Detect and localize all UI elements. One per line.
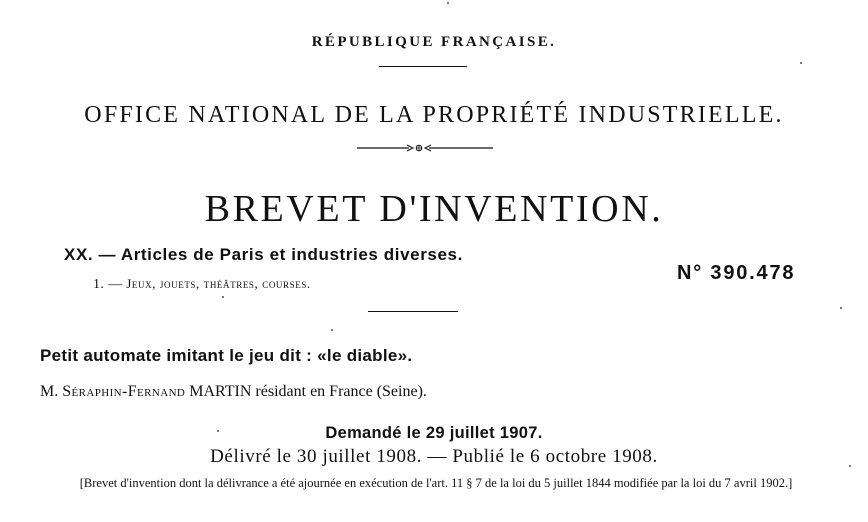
scan-speck <box>331 329 333 331</box>
patent-number: N° 390.478 <box>677 262 796 284</box>
divider-classification <box>368 311 458 312</box>
patent-subject: Petit automate imitant le jeu dit : «le diable». <box>40 346 413 365</box>
scan-speck <box>849 465 851 467</box>
document-title: BREVET D'INVENTION. <box>204 188 664 230</box>
classification-main: XX. — Articles de Paris et industries diverses. <box>64 245 463 264</box>
inventor-line <box>40 383 427 401</box>
scan-speck <box>800 62 802 64</box>
inventor-first-names: Séraphin-Fernand <box>62 383 186 400</box>
inventor-surname: MARTIN <box>189 383 252 400</box>
office-heading: OFFICE NATIONAL DE LA PROPRIÉTÉ INDUSTRIELLE. <box>84 102 784 128</box>
legal-note: [Brevet d'invention dont la délivrance a été ajournée en exécution de l'art. 11 § 7 de la loi du 5 juillet 1844 modifiée par la loi du 7 avril 1902.] <box>79 476 793 490</box>
scan-speck <box>840 307 842 309</box>
inventor-prefix: M. <box>40 383 59 400</box>
ornament-divider <box>357 141 493 155</box>
scan-speck <box>447 2 449 4</box>
scan-speck <box>217 430 219 432</box>
divider-top <box>379 66 467 67</box>
date-requested: Demandé le 29 juillet 1907. <box>325 424 543 442</box>
classification-sub <box>93 276 311 293</box>
republic-heading: RÉPUBLIQUE FRANÇAISE. <box>311 34 557 50</box>
inventor-residence: résidant en France (Seine). <box>255 383 427 400</box>
scan-speck <box>222 296 224 298</box>
classification-sub-label: Jeux, jouets, théâtres, courses. <box>126 276 311 291</box>
classification-sub-number: 1. — <box>93 277 123 292</box>
date-delivered-published: Délivré le 30 juillet 1908. — Publié le 6 octobre 1908. <box>210 446 658 467</box>
